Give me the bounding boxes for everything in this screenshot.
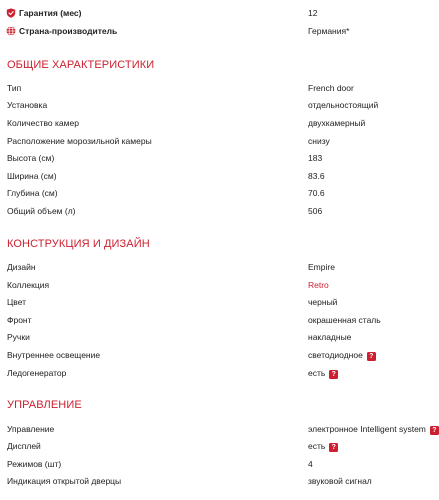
help-icon[interactable]: ? [329,370,338,379]
help-icon[interactable]: ? [367,352,376,361]
spec-label: Общий объем (л) [7,206,76,216]
spec-value-with-help [308,437,338,455]
spec-value: электронное Intelligent system [308,424,426,434]
spec-label: Глубина (см) [7,188,58,198]
spec-row [0,96,432,114]
spec-value: черный [308,297,338,307]
spec-label: Режимов (шт) [7,459,62,469]
spec-label: Ширина (см) [7,171,57,181]
spec-label: Ледогенератор [7,368,67,378]
spec-value-with-help [308,420,439,438]
spec-label: Коллекция [7,280,50,290]
spec-value: звуковой сигнал [308,476,372,486]
spec-label: Установка [7,100,48,110]
spec-value: Empire [308,262,335,272]
spec-value: 506 [308,206,323,216]
spec-value: Германия* [308,26,350,36]
spec-row [0,184,432,202]
spec-label: Управление [7,424,55,434]
spec-value-with-help [308,364,338,382]
spec-label: Ручки [7,332,30,342]
spec-value: 70.6 [308,188,325,198]
spec-label: Гарантия (мес) [19,8,82,18]
spec-value: 12 [308,8,318,18]
spec-value: окрашенная сталь [308,315,381,325]
spec-row [0,132,432,150]
spec-row [0,328,432,346]
spec-value: отдельностоящий [308,100,379,110]
spec-value: есть [308,441,326,451]
section-title-general: ОБЩИЕ ХАРАКТЕРИСТИКИ [7,59,155,71]
section-title-control: УПРАВЛЕНИЕ [7,399,82,411]
spec-row [0,114,432,132]
spec-value: 183 [308,153,323,163]
spec-label: Расположение морозильной камеры [7,136,152,146]
help-icon[interactable]: ? [329,443,338,452]
shield-check-icon [6,8,16,18]
spec-row [0,455,432,473]
spec-row [0,258,432,276]
spec-row [0,420,437,438]
spec-label: Фронт [7,315,32,325]
spec-label: Количество камер [7,118,79,128]
section-title-design: КОНСТРУКЦИЯ И ДИЗАЙН [7,238,150,250]
spec-value: French door [308,83,354,93]
spec-value-with-help [308,346,376,364]
spec-row [0,472,432,490]
spec-value: 83.6 [308,171,325,181]
spec-row [0,311,432,329]
spec-row [0,79,432,97]
spec-row-country [0,22,432,40]
spec-row [0,437,432,455]
spec-row [0,149,432,167]
spec-label: Высота (см) [7,153,55,163]
spec-row-warranty [0,4,432,22]
spec-value: накладные [308,332,352,342]
spec-value: есть [308,368,326,378]
spec-value: двухкамерный [308,118,366,128]
spec-label: Дисплей [7,441,41,451]
spec-label: Индикация открытой дверцы [7,476,122,486]
globe-icon [6,26,16,36]
spec-value: снизу [308,136,330,146]
spec-label: Внутреннее освещение [7,350,101,360]
spec-row [0,202,432,220]
spec-label: Дизайн [7,262,36,272]
help-icon[interactable]: ? [430,426,439,435]
spec-row [0,167,432,185]
spec-row [0,276,432,294]
spec-label: Страна-производитель [19,26,118,36]
spec-row [0,346,432,364]
spec-label: Тип [7,83,22,93]
spec-label: Цвет [7,297,27,307]
spec-row [0,364,432,382]
spec-value: 4 [308,459,313,469]
spec-row [0,293,432,311]
spec-value: светодиодное [308,350,363,360]
collection-link[interactable]: Retro [308,280,329,290]
